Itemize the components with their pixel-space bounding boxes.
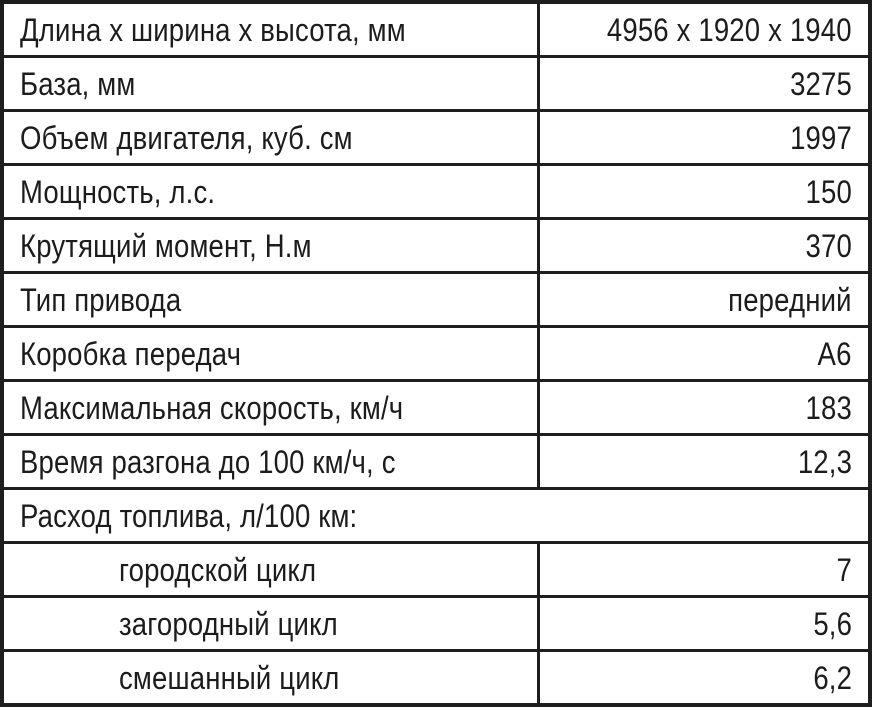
fuel-consumption-header: Расход топлива, л/100 км: [2,489,870,543]
table-row [2,651,870,706]
table-row [2,435,870,489]
row-label: Максимальная скорость, км/ч [2,381,539,435]
row-label: Коробка передач [2,327,539,381]
row-label: Время разгона до 100 км/ч, с [2,435,539,489]
row-value: 4956 х 1920 х 1940 [539,2,870,57]
row-value: 7 [539,543,870,597]
row-label: Крутящий момент, Н.м [2,219,539,273]
table-row [2,597,870,651]
row-value: 183 [539,381,870,435]
table-row [2,543,870,597]
row-label: городской цикл [2,543,539,597]
table-row [2,2,870,57]
row-value: А6 [539,327,870,381]
row-value: 12,3 [539,435,870,489]
row-label: База, мм [2,57,539,111]
row-label: Объем двигателя, куб. см [2,111,539,165]
row-label: Длина х ширина х высота, мм [2,2,539,57]
row-label: загородный цикл [2,597,539,651]
row-value: 6,2 [539,651,870,706]
row-label: Мощность, л.с. [2,165,539,219]
row-value: 150 [539,165,870,219]
table-row [2,57,870,111]
table-row [2,327,870,381]
row-value: 3275 [539,57,870,111]
table-row [2,381,870,435]
row-value: 370 [539,219,870,273]
table-row [2,111,870,165]
row-label: Тип привода [2,273,539,327]
fuel-header-row [2,489,870,543]
table-row [2,273,870,327]
row-value: 5,6 [539,597,870,651]
row-value: передний [539,273,870,327]
table-row [2,219,870,273]
table-row [2,165,870,219]
row-label: смешанный цикл [2,651,539,706]
row-value: 1997 [539,111,870,165]
